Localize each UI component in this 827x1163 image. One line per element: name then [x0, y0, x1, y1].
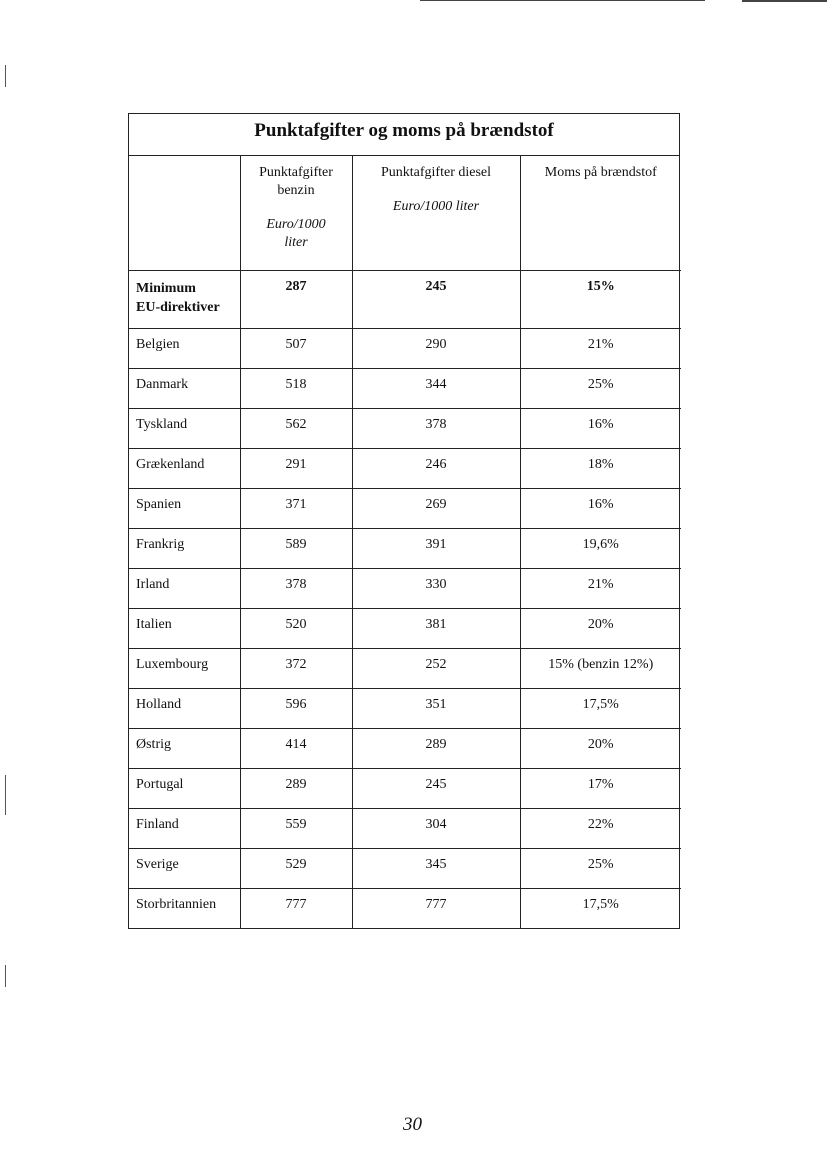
vat-cell: 20% — [520, 728, 681, 768]
diesel-cell: 330 — [352, 568, 520, 608]
diesel-cell: 289 — [352, 728, 520, 768]
table-row — [129, 808, 681, 848]
header-diesel — [352, 156, 520, 270]
vat-cell: 17% — [520, 768, 681, 808]
benzin-cell: 378 — [240, 568, 352, 608]
vat-cell: 25% — [520, 848, 681, 888]
diesel-cell: 245 — [352, 768, 520, 808]
country-cell: Portugal — [129, 768, 240, 808]
diesel-cell: 378 — [352, 408, 520, 448]
country-cell: Frankrig — [129, 528, 240, 568]
scan-edge-line — [742, 0, 827, 2]
scan-edge-mark — [5, 965, 6, 987]
header-benzin-unit-line1: Euro/1000 — [266, 217, 326, 232]
benzin-cell: 291 — [240, 448, 352, 488]
header-benzin — [240, 156, 352, 270]
minimum-label — [129, 270, 240, 328]
diesel-cell: 252 — [352, 648, 520, 688]
table-row — [129, 848, 681, 888]
header-benzin-unit-line2: liter — [284, 235, 308, 250]
benzin-cell: 289 — [240, 768, 352, 808]
header-diesel-unit: Euro/1000 liter — [392, 199, 480, 214]
country-cell: Finland — [129, 808, 240, 848]
table-title: Punktafgifter og moms på brændstof — [129, 114, 679, 156]
diesel-cell: 290 — [352, 328, 520, 368]
table-row — [129, 368, 681, 408]
header-vat — [520, 156, 681, 270]
country-cell: Spanien — [129, 488, 240, 528]
vat-cell: 20% — [520, 608, 681, 648]
benzin-cell: 518 — [240, 368, 352, 408]
header-vat-label: Moms på brændstof — [544, 165, 657, 180]
benzin-cell: 507 — [240, 328, 352, 368]
table-row — [129, 568, 681, 608]
diesel-cell: 391 — [352, 528, 520, 568]
country-cell: Luxembourg — [129, 648, 240, 688]
minimum-label-line2: EU-direktiver — [136, 299, 220, 315]
benzin-cell: 529 — [240, 848, 352, 888]
table-row — [129, 488, 681, 528]
fuel-tax-table — [128, 113, 680, 929]
vat-cell: 21% — [520, 328, 681, 368]
country-cell: Italien — [129, 608, 240, 648]
country-cell: Tyskland — [129, 408, 240, 448]
minimum-label-line1: Minimum — [136, 280, 196, 296]
minimum-benzin: 287 — [240, 270, 352, 328]
country-cell: Grækenland — [129, 448, 240, 488]
diesel-cell: 381 — [352, 608, 520, 648]
minimum-row — [129, 270, 681, 328]
benzin-cell: 589 — [240, 528, 352, 568]
table-row — [129, 328, 681, 368]
vat-cell: 16% — [520, 488, 681, 528]
header-row — [129, 156, 681, 270]
scan-edge-mark — [5, 775, 6, 815]
scan-edge-mark — [5, 65, 6, 87]
fuel-tax-grid — [129, 156, 681, 928]
header-diesel-label: Punktafgifter diesel — [380, 165, 492, 180]
benzin-cell: 372 — [240, 648, 352, 688]
vat-cell: 17,5% — [520, 888, 681, 928]
header-empty-cell — [129, 156, 240, 270]
minimum-diesel: 245 — [352, 270, 520, 328]
diesel-cell: 345 — [352, 848, 520, 888]
benzin-cell: 520 — [240, 608, 352, 648]
vat-cell: 18% — [520, 448, 681, 488]
diesel-cell: 351 — [352, 688, 520, 728]
benzin-cell: 559 — [240, 808, 352, 848]
diesel-cell: 304 — [352, 808, 520, 848]
vat-cell: 22% — [520, 808, 681, 848]
table-row — [129, 608, 681, 648]
country-cell: Sverige — [129, 848, 240, 888]
table-row — [129, 408, 681, 448]
vat-cell: 25% — [520, 368, 681, 408]
vat-cell: 21% — [520, 568, 681, 608]
table-row — [129, 528, 681, 568]
country-cell: Danmark — [129, 368, 240, 408]
benzin-cell: 414 — [240, 728, 352, 768]
table-row — [129, 728, 681, 768]
country-cell: Irland — [129, 568, 240, 608]
table-row — [129, 688, 681, 728]
diesel-cell: 777 — [352, 888, 520, 928]
country-cell: Holland — [129, 688, 240, 728]
diesel-cell: 269 — [352, 488, 520, 528]
benzin-cell: 371 — [240, 488, 352, 528]
header-benzin-unit — [241, 216, 352, 252]
header-benzin-line2: benzin — [277, 183, 315, 198]
scan-edge-line — [420, 0, 705, 1]
vat-cell: 15% (benzin 12%) — [520, 648, 681, 688]
minimum-vat: 15% — [520, 270, 681, 328]
diesel-cell: 246 — [352, 448, 520, 488]
country-cell: Belgien — [129, 328, 240, 368]
vat-cell: 17,5% — [520, 688, 681, 728]
benzin-cell: 777 — [240, 888, 352, 928]
vat-cell: 16% — [520, 408, 681, 448]
diesel-cell: 344 — [352, 368, 520, 408]
table-row — [129, 448, 681, 488]
benzin-cell: 562 — [240, 408, 352, 448]
page-number: 30 — [403, 1114, 422, 1135]
country-cell: Storbritannien — [129, 888, 240, 928]
benzin-cell: 596 — [240, 688, 352, 728]
country-cell: Østrig — [129, 728, 240, 768]
header-benzin-line1: Punktafgifter — [259, 165, 333, 180]
vat-cell: 19,6% — [520, 528, 681, 568]
table-row — [129, 768, 681, 808]
table-row — [129, 888, 681, 928]
table-row — [129, 648, 681, 688]
